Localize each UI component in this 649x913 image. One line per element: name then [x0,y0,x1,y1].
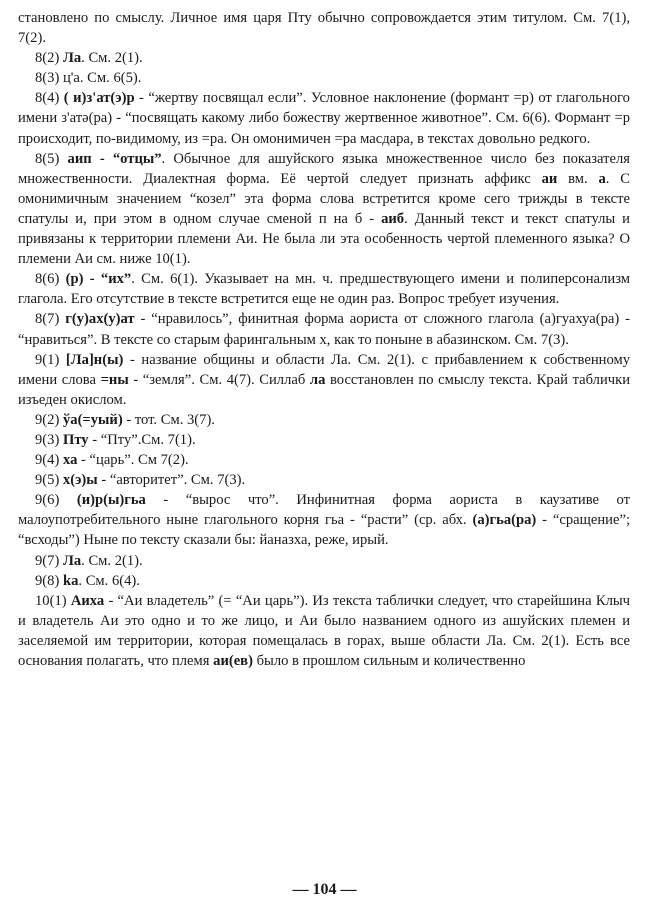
text-run: - “авторитет”. См. 7(3). [97,472,246,489]
term-bold: Аиха [70,592,105,609]
text-run: было в прошлом сильным и количественно [252,653,526,669]
text-run: - название общины и области Ла. См. 2(1). с прибавлением к собственному имени слова [18,351,634,388]
term-bold: ўа(=уый) [62,411,123,428]
paragraph [18,309,634,349]
text-run: - “Пту”.См. 7(1). [88,431,196,448]
paragraph [18,571,630,591]
text-run: 8(3) ц'а. См. 6(5). [35,70,142,87]
text-run: 9(7) [35,552,63,569]
term-bold: Пту [62,431,89,448]
term-bold: аип - “отцы” [67,150,162,167]
text-run: - “нравилось”, финитная форма аориста от сложного глагола (а)гуахуа(ра) - “нравиться”. В тексте со старым фарингальным х, как то поныне в абазинском. См. 7(3). [18,311,634,348]
text-run: 8(5) [35,150,68,167]
text-run: - “царь”. См 7(2). [77,452,189,469]
text-run: - “земля”. См. 4(7). Силлаб [128,371,310,388]
text-run: . См. 2(1). [81,50,143,67]
term-bold: ха [62,452,78,469]
paragraph [18,88,634,148]
term-bold: =ны [100,371,129,388]
paragraph [18,591,634,671]
paragraph [18,490,634,550]
text-run: 8(6) [35,271,66,288]
text-run: . Обычное для ашуйского языка множественное число без показателя множественности. Диалектная форма. Её чертой следует признать аффикс [18,150,634,187]
term-bold: (и)р(ы)гьа [76,492,146,509]
term-bold: аиб [381,210,405,227]
text-run: восстановлен по смыслу текста. Край таблички изъеден окислом. [18,371,634,408]
paragraph [18,450,630,470]
term-bold: (а)гьа(ра) [472,512,537,529]
text-run: 9(1) [35,351,66,368]
term-bold: ( и)з'ат(э)р [63,90,135,107]
text-run: 9(8) [35,572,63,589]
term-bold: г(у)ах(у)ат [65,311,135,328]
page-number: — 104 — [292,881,357,898]
text-run: 10(1) [35,592,71,609]
text-run: . См. 6(4). [78,572,140,589]
term-bold: ла [309,371,326,388]
text-run: 9(3) [35,431,63,448]
text-run: - “сращение”; “всходы”) Ныне по тексту сказали бы: йаназха, реже, ирый. [18,512,634,549]
text-run: - “Аи владетель” (= “Аи царь”). Из текста таблички следует, что старейшина Клыч и владетель Аи это одно и то же лицо, и Аи было названием одного из ашуйских племен и заселяемой им территории, которая помещалась в горах, выше области Ла. См. 2(1). Есть все основания полагать, что племя [18,592,634,669]
term-bold: (р) - “их” [65,271,132,288]
text-run: - “жертву посвящал если”. Условное наклонение (формант =р) от глагольного имени з'атә(ра) - “посвящать какому либо божеству жертвенное животное”. См. 6(6). Формант =р происходит, по-видимому, из =ра. Он омонимичен =ра масдара, в текстах довольно редкого. [18,90,634,147]
text-run: 8(7) [35,311,66,328]
paragraph [18,8,634,48]
paragraph [18,350,634,410]
term-bold: аи(ев) [213,653,253,669]
text-run: вм. [557,170,599,187]
paragraph [18,551,630,571]
text-run: становлено по смыслу. Личное имя царя Пту обычно сопровождается этим титулом. См. 7(1), 7(2). [18,10,634,47]
text-run: 9(2) [35,411,63,428]
paragraph [18,430,630,450]
text-run: 9(5) [35,472,63,489]
text-run: . См. 2(1). [81,552,143,569]
paragraph [18,470,630,490]
paragraph [18,149,634,270]
term-bold: аи [541,170,558,187]
body-text [18,8,634,671]
text-run: - “вырос что”. Инфинитная форма аориста в каузативе от малоупотребительного ныне глагольного корня гьа - “расти” (ср. абх. [18,492,634,529]
text-run: . См. 6(1). Указывает на мн. ч. предшествующего имени и полиперсонализм глагола. Его отсутствие в тексте встретится еще не один раз. Вопрос требует изучения. [18,271,634,308]
paragraph [18,269,634,309]
paragraph [18,410,630,430]
text-run: 8(2) [35,50,63,67]
paragraph [18,48,630,68]
text-run: 8(4) [35,90,64,107]
text-run: . С омонимичным значением “козел” эта форма слова встретится кроме сего трижды в тексте спатулы и, при этом в одном случае сменой п на б - [18,170,634,227]
term-bold: Ла [62,50,82,67]
term-bold: Ла [62,552,82,569]
term-bold: ka [62,572,79,589]
text-run: - тот. См. 3(7). [122,411,215,428]
text-run: 9(6) [35,492,77,509]
text-run: . Данный текст и текст спатулы и привязаны к территории племени Аи. Не была ли эта особенность чертой племенного языка? О племени Аи см. ниже 10(1). [18,210,634,268]
paragraph [18,68,630,88]
term-bold: [Ла]н(ы) [65,351,124,368]
text-run: 9(4) [35,452,63,469]
term-bold: а [598,170,606,187]
term-bold: х(э)ы [62,472,98,489]
